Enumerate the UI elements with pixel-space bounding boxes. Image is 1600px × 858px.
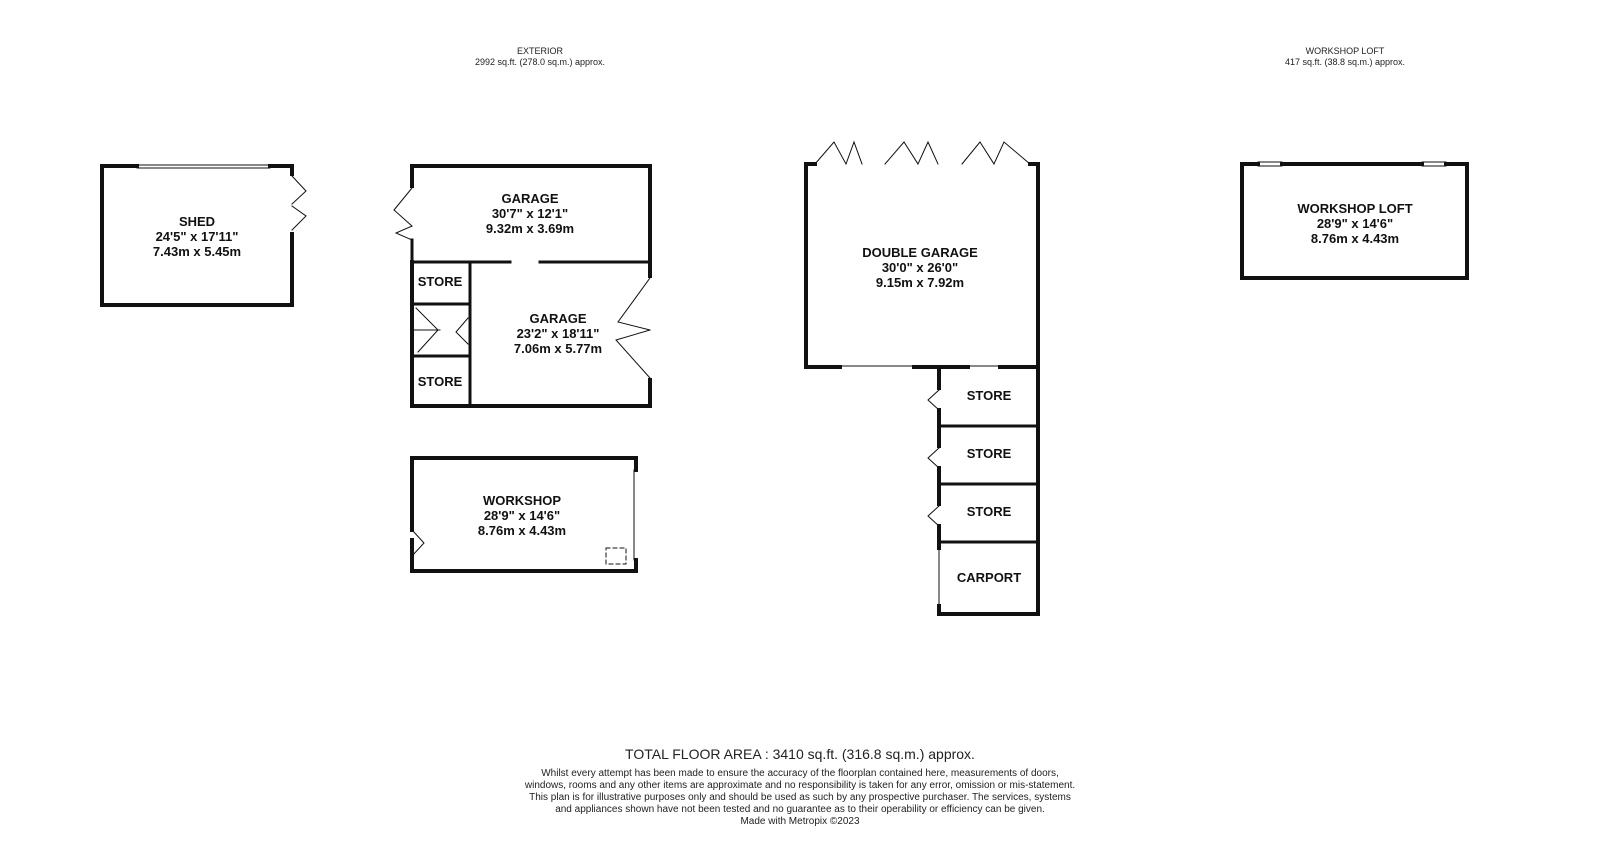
shed-door-icon <box>292 176 306 230</box>
store-a-label: STORE <box>417 274 463 289</box>
exterior-title: EXTERIOR <box>516 46 563 56</box>
workshop-imperial: 28'9" x 14'6" <box>483 508 561 523</box>
made-with: Made with Metropix ©2023 <box>740 816 860 827</box>
shed-name: SHED <box>178 214 216 229</box>
garage-top-imperial: 30'7" x 12'1" <box>491 206 569 221</box>
garage-lower-name: GARAGE <box>529 311 587 326</box>
workshop-hatch-icon <box>606 548 626 564</box>
footer <box>500 746 1100 828</box>
shed-metric: 7.43m x 5.45m <box>152 244 242 259</box>
workshop-loft-metric: 8.76m x 4.43m <box>1310 231 1400 246</box>
disclaimer: Whilst every attempt has been made to ensure the accuracy of the floorplan contained here, measurements of doors, windows, rooms and any other items are approximate and no responsibility is taken for any error, omission or mis-statement. This plan is for illustrative purposes only and should be used as such by any prospective purchaser. The services, systems and appliances shown have not been tested and no guarantee as to their operability or efficiency can be given. <box>524 768 1076 815</box>
store-2-label: STORE <box>966 446 1012 461</box>
exterior-area: 2992 sq.ft. (278.0 sq.m.) approx. <box>474 57 606 67</box>
store-3-label: STORE <box>966 504 1012 519</box>
store-1-label: STORE <box>966 388 1012 403</box>
store-door-icon <box>412 308 468 352</box>
workshop-label <box>442 493 602 538</box>
shed-imperial: 24'5" x 17'11" <box>155 229 239 244</box>
garage-lower-label <box>478 311 638 356</box>
garage-top-metric: 9.32m x 3.69m <box>485 221 575 236</box>
double-garage-label <box>830 245 1010 290</box>
double-garage-metric: 9.15m x 7.92m <box>875 275 965 290</box>
total-floor-area: TOTAL FLOOR AREA : 3410 sq.ft. (316.8 sq.m.) approx. <box>625 746 975 762</box>
garage-top-label <box>440 191 620 236</box>
double-garage-name: DOUBLE GARAGE <box>862 245 978 260</box>
garage-top-door-icon <box>394 188 412 240</box>
workshop-metric: 8.76m x 4.43m <box>477 523 567 538</box>
double-garage-imperial: 30'0" x 26'0" <box>881 260 959 275</box>
workshop-loft-imperial: 28'9" x 14'6" <box>1316 216 1394 231</box>
workshop-loft-name: WORKSHOP LOFT <box>1297 201 1413 216</box>
workshop-name: WORKSHOP <box>483 493 561 508</box>
store-b-label: STORE <box>417 374 463 389</box>
double-garage-bifold-door-icon <box>815 142 1030 164</box>
carport-label: CARPORT <box>956 570 1022 585</box>
garage-lower-imperial: 23'2" x 18'11" <box>516 326 600 341</box>
loft-area: 417 sq.ft. (38.8 sq.m.) approx. <box>1284 57 1406 67</box>
workshop-loft-label <box>1265 201 1445 246</box>
garage-lower-metric: 7.06m x 5.77m <box>513 341 603 356</box>
shed-label <box>112 214 282 259</box>
garage-top-name: GARAGE <box>501 191 559 206</box>
loft-title: WORKSHOP LOFT <box>1305 46 1385 56</box>
